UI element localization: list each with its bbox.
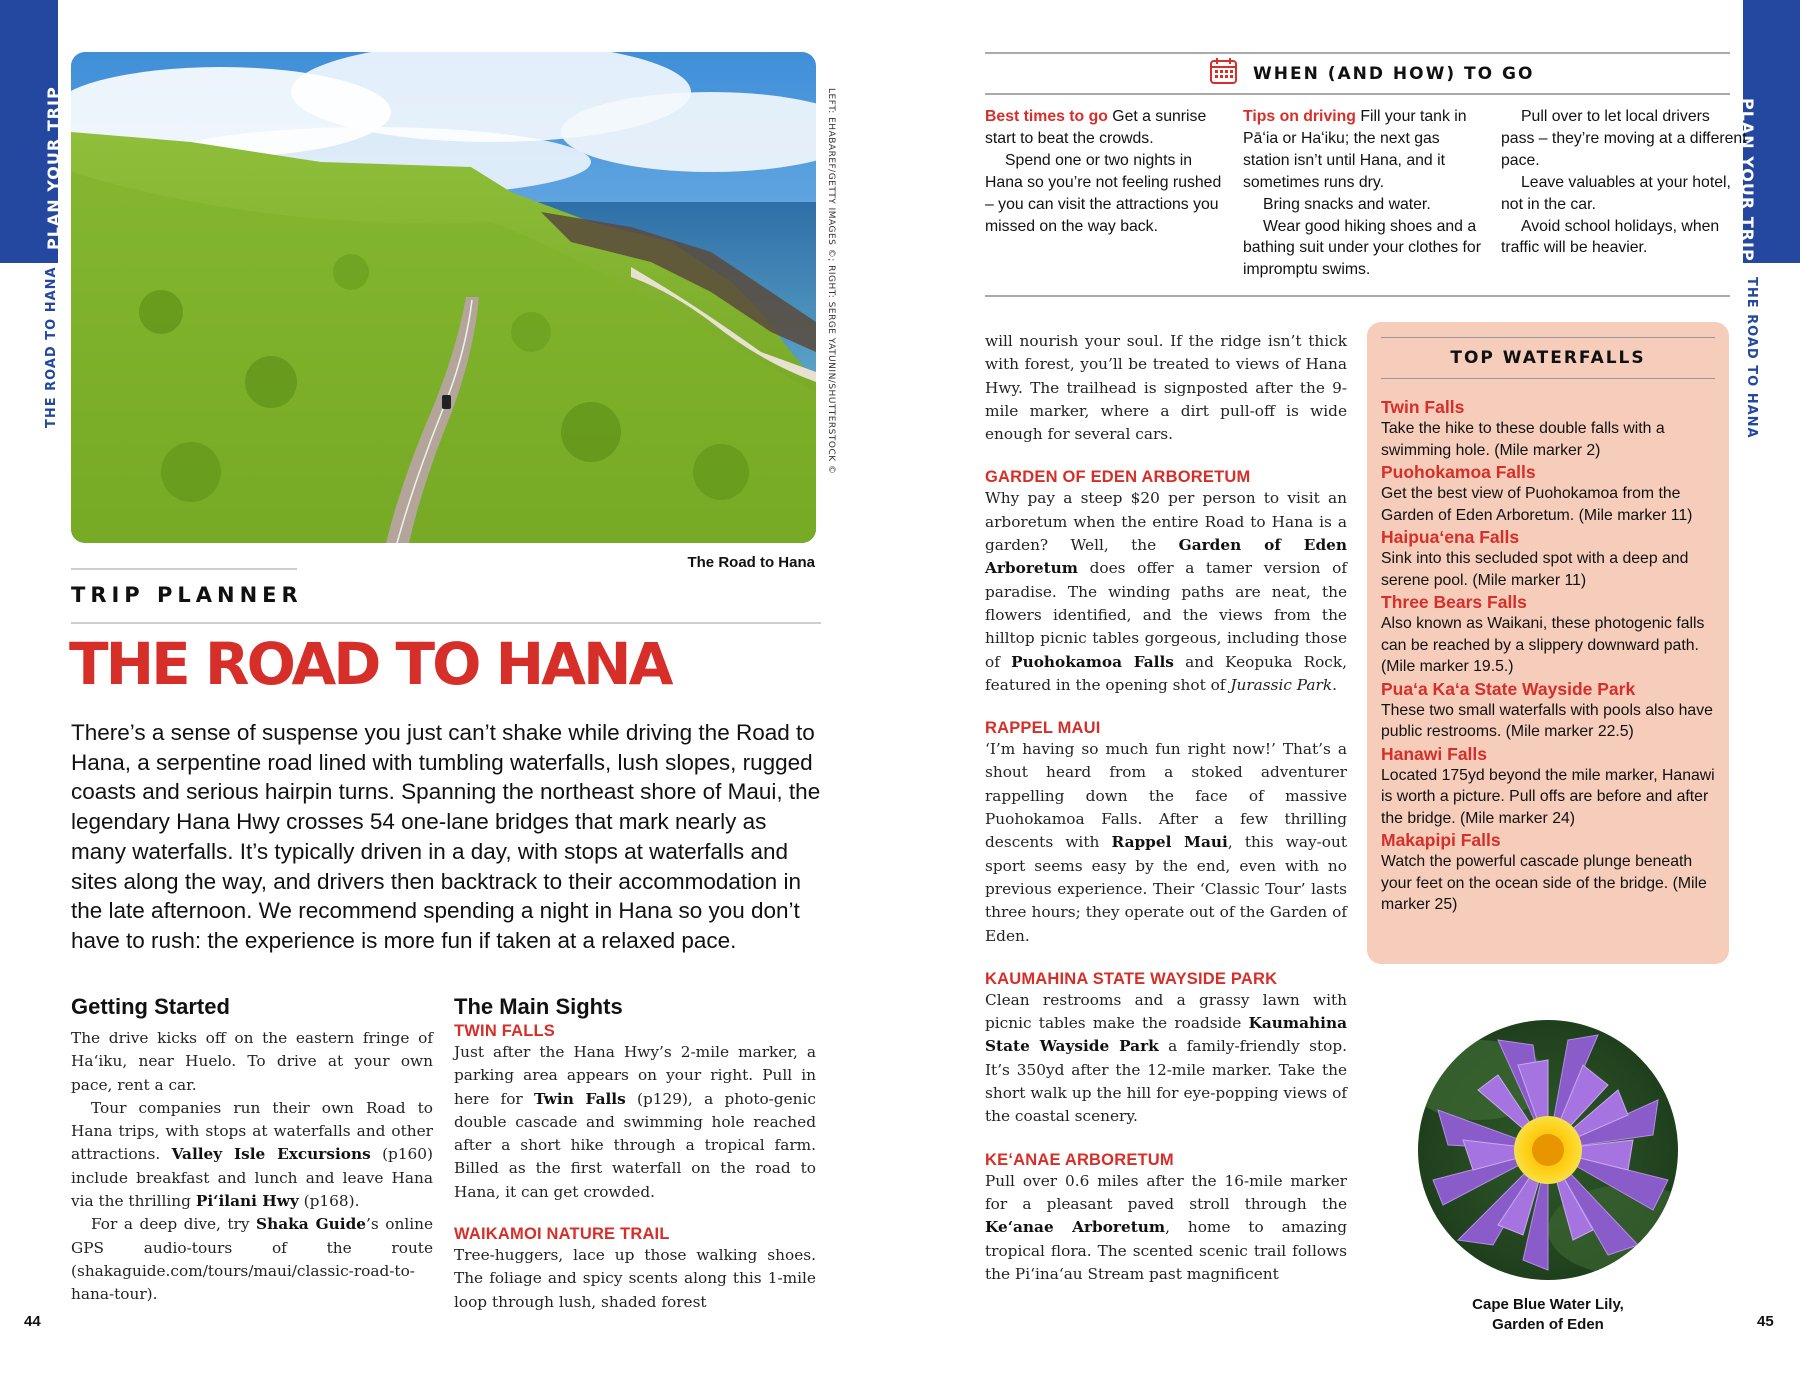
waterfalls-title: TOP WATERFALLS [1450, 348, 1646, 368]
calendar-icon [1210, 58, 1237, 84]
kicker: TRIP PLANNER [71, 583, 303, 607]
waterfalls-list [1381, 396, 1721, 916]
right-section-label: PLAN YOUR TRIP [1738, 98, 1757, 262]
eden-body: Why pay a steep $20 per person to visit an arboretum when the entire Road to Hana is a garden? Well, the Garden of Eden Arboretum does offer a tamer version of paradise. The winding paths are neat, the flowers identified, and the views from the hilltop picnic tables gorgeous, including those of Puohokamoa Falls and Keopuka Rock, featured in the opening shot of Jurassic Park. [985, 489, 1348, 694]
waikamoi-heading: WAIKAMOI NATURE TRAIL [454, 1225, 670, 1244]
when-box-title: WHEN (AND HOW) TO GO [1253, 64, 1535, 84]
page-number-left: 44 [24, 1313, 41, 1330]
kaumahina-body: Clean restrooms and a grassy lawn with picnic tables make the roadside Kaumahina State Wayside Park a family-friendly stop. It’s 350yd after the 12-mile marker. Take the short walk up the hill for eye-popping views of the coastal scenery. [985, 990, 1347, 1126]
valley-isle-link: Valley Isle Excursions [171, 1145, 371, 1164]
when-box-rule-top [985, 52, 1730, 54]
when-box-rule-mid [985, 93, 1730, 95]
kicker-rule-top [71, 568, 297, 570]
shaka-guide-link: Shaka Guide [256, 1215, 367, 1234]
kicker-rule-bottom [71, 622, 821, 624]
main-sights-heading: The Main Sights [454, 994, 623, 1019]
when-col-1: Best times to go Get a sunrise start to beat the crowds. Spend one or two nights in Hana so you’re not feeling rushed – you can visit the attractions you missed on the way back. [985, 108, 1222, 235]
getting-started-p1: The drive kicks off on the eastern fringe of Haʻiku, near Huelo. To drive at your own pace, rent a car. [71, 1029, 433, 1094]
photo-credit: LEFT: EHABAREF/GETTY IMAGES ©; RIGHT: SERGE YATUNIN/SHUTTERSTOCK © [826, 88, 836, 475]
right-chapter-label: THE ROAD TO HANA [1744, 277, 1759, 439]
getting-started-body [71, 1027, 433, 1307]
keanae-heading: KEʻANAE ARBORETUM [985, 1150, 1174, 1169]
getting-started-section [71, 994, 433, 1307]
when-col-3: Pull over to let local drivers pass – they’re moving at a different pace. Leave valuables at your hotel, not in the car. Avoid school holidays, when traffic will be heavier. [1501, 108, 1747, 257]
waterfall-item: Puohokamoa Falls Get the best view of Puohokamoa from the Garden of Eden Arboretum. (Mile marker 11) [1381, 462, 1693, 524]
page-title: THE ROAD TO HANA [69, 630, 671, 698]
left-section-label: PLAN YOUR TRIP [44, 86, 63, 250]
waterfall-item: Three Bears Falls Also known as Waikani, these photogenic falls can be reached by a slippery downward path. (Mile marker 19.5.) [1381, 592, 1705, 675]
eden-heading: GARDEN OF EDEN ARBORETUM [985, 468, 1251, 487]
waterfall-item: Makapipi Falls Watch the powerful cascade plunge beneath your feet on the ocean side of the bridge. (Mile marker 25) [1381, 830, 1707, 913]
road-to-hana-photo [71, 52, 816, 543]
twin-falls-body: Just after the Hana Hwy’s 2-mile marker, a parking area appears on your right. Pull in here for Twin Falls (p129), a photo-genic double cascade and swimming hole reached after a short hike through a tropical farm. Billed as the first waterfall on the road to Hana, it can get crowded. [454, 1043, 816, 1201]
when-box-rule-bottom [985, 295, 1730, 297]
waterfall-item: Puaʻa Kaʻa State Wayside Park These two small waterfalls with pools also have public restrooms. (Mile marker 22.5) [1381, 678, 1713, 740]
rappel-heading: RAPPEL MAUI [985, 719, 1101, 738]
getting-started-p2: Tour companies run their own Road to Hana trips, with stops at waterfalls and other attractions. Valley Isle Excursions (p160) include breakfast and lunch and leave Hana via the thrilling Piʻilani Hwy (p168). [71, 1098, 433, 1211]
waterfall-item: Hanawi Falls Located 175yd beyond the mile marker, Hanawi is worth a picture. Pull offs are before and after the bridge. (Mile marker 24) [1381, 743, 1715, 827]
waterfalls-rule-mid [1381, 378, 1715, 379]
waikamoi-continued: will nourish your soul. If the ridge isn’t thick with forest, you’ll be treated to views of Hana Hwy. The trailhead is signposted after the 9-mile marker, where a dirt pull-off is wide enough for several cars. [985, 332, 1347, 444]
keanae-body: Pull over 0.6 miles after the 16-mile marker for a pleasant paved stroll through the Keʻanae Arboretum, home to amazing tropical flora. The scented scenic trail follows the Piʻinaʻau Stream past magnificent [985, 1171, 1347, 1283]
twin-falls-heading: TWIN FALLS [454, 1022, 555, 1040]
intro-paragraph: There’s a sense of suspense you just can’t shake while driving the Road to Hana, a serpentine road lined with tumbling waterfalls, lush slopes, rugged coasts and serious hairpin turns. Spanning the northeast shore of Maui, the legendary Hana Hwy crosses 54 one-lane bridges that mark nearly as many waterfalls. It’s typically driven in a day, with stops at waterfalls and sites along the way, and drivers then backtrack to their accommodation in the late afternoon. We recommend spending a night in Hana so you don’t have to rush: the experience is more fun if taken at a relaxed pace. [71, 720, 821, 953]
left-chapter-label: THE ROAD TO HANA [44, 266, 59, 428]
getting-started-p3: For a deep dive, try Shaka Guide’s online GPS audio-tours of the route (shakaguide.com/tours/maui/classic-road-to-hana-tour). [71, 1215, 434, 1304]
piilani-hwy-link: Piʻilani Hwy [195, 1192, 299, 1211]
tips-driving-label: Tips on driving [1243, 108, 1356, 125]
waterfall-item: Haipuaʻena Falls Sink into this secluded spot with a deep and serene pool. (Mile marker 11) [1381, 527, 1689, 589]
when-col-2: Tips on driving Fill your tank in Pāʻia or Haʻiku; the next gas station isn’t until Hana, and it sometimes runs dry. Bring snacks and water. Wear good hiking shoes and a bathing suit under your clothes for impromptu swims. [1243, 108, 1481, 279]
top-waterfalls-box [1367, 322, 1729, 964]
waikamoi-body: Tree-huggers, lace up those walking shoes. The foliage and spicy scents along this 1-mile loop through lush, shaded forest [454, 1246, 816, 1311]
waterfall-item: Twin Falls Take the hike to these double falls with a swimming hole. (Mile marker 2) [1381, 397, 1665, 459]
kaumahina-heading: KAUMAHINA STATE WAYSIDE PARK [985, 969, 1278, 988]
page-number-right: 45 [1757, 1313, 1774, 1330]
getting-started-heading: Getting Started [71, 994, 230, 1019]
lily-caption: Cape Blue Water Lily, Garden of Eden [1472, 1296, 1624, 1333]
rappel-body: ‘I’m having so much fun right now!’ That’s a shout heard from a stoked adventurer rappelling down the face of massive Puohokamoa Falls. After a few thrilling descents with Rappel Maui, this way-out sport seems easy by the end, even with no previous experience. Their ‘Classic Tour’ lasts three hours; they operate out of the Garden of Eden. [985, 740, 1348, 945]
waterfalls-rule-top [1381, 337, 1715, 338]
photo-caption: The Road to Hana [687, 554, 815, 571]
main-sights-section [454, 994, 816, 1314]
water-lily-photo [1418, 1020, 1678, 1280]
right-body-column [985, 330, 1347, 1286]
best-times-label: Best times to go [985, 108, 1108, 125]
